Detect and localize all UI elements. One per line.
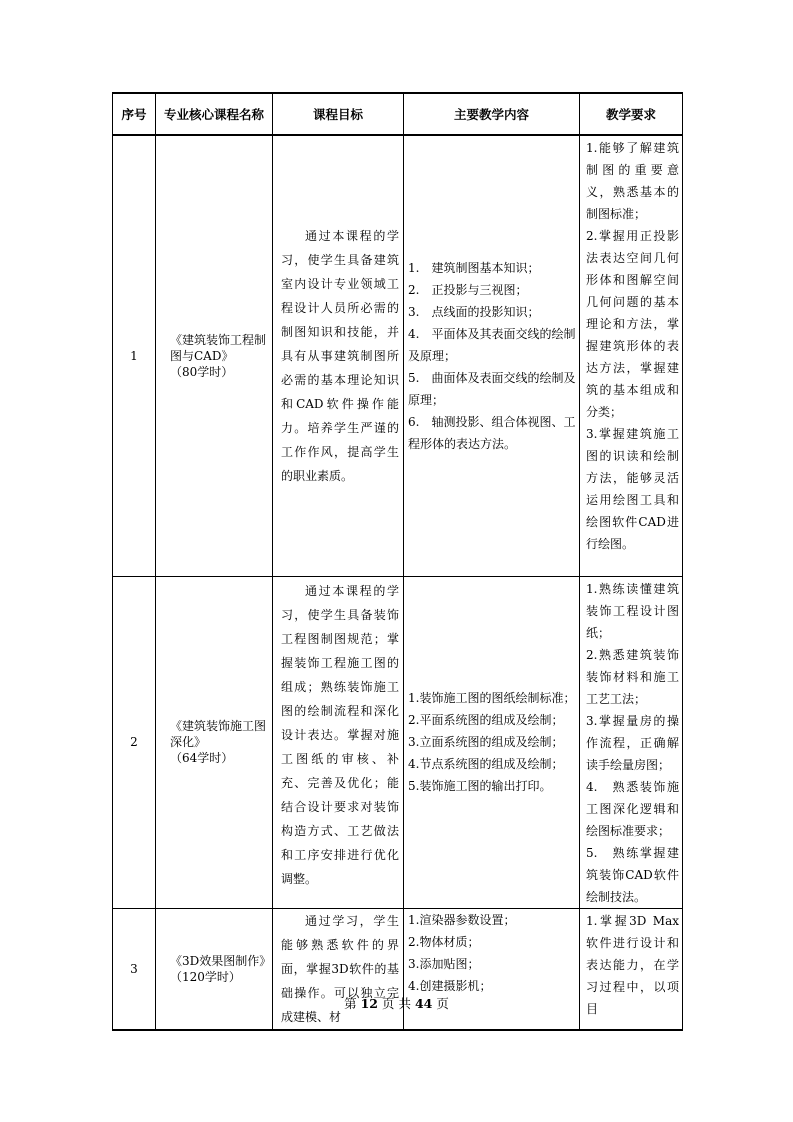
course-hours: （64学时） — [170, 751, 234, 765]
footer-prefix: 第 — [344, 996, 357, 1011]
table-row — [113, 576, 683, 908]
header-course-goal: 课程目标 — [273, 93, 404, 135]
requirement-item: 2.熟悉建筑装饰装饰材料和施工工艺工法； — [586, 647, 679, 706]
requirement-item: 1.熟练读懂建筑装饰工程设计图纸； — [586, 581, 679, 640]
course-title: 《建筑装饰施工图深化》 — [170, 719, 267, 749]
content-item: 1. 建筑制图基本知识； — [408, 260, 540, 275]
footer-middle: 页 共 — [382, 996, 411, 1011]
current-page-number: 12 — [360, 996, 379, 1011]
table-header-row — [113, 93, 683, 135]
content-item: 3.立面系统图的组成及绘制； — [408, 735, 564, 749]
content-item: 4. 平面体及其表面交线的绘制及原理； — [408, 326, 576, 363]
course-name — [156, 135, 273, 576]
header-main-content: 主要教学内容 — [404, 93, 580, 135]
course-hours: （120学时） — [170, 969, 241, 984]
content-item: 1.装饰施工图的图纸绘制标准； — [408, 691, 576, 705]
requirement-item: 3.掌握建筑施工图的识读和绘制方法，能够灵活运用绘图工具和绘图软件CAD进行绘图。 — [586, 427, 679, 551]
course-title: 《建筑装饰工程制图与CAD》 — [170, 332, 267, 363]
content-item: 2.物体材质； — [408, 934, 480, 949]
content-item: 3. 点线面的投影知识； — [408, 304, 540, 319]
header-index: 序号 — [113, 93, 156, 135]
course-goal-text: 通过本课程的学习，使学生具备装饰工程图制图规范；掌握装饰工程施工图的组成；熟练装饰施工图的绘制流程和深化设计表达。掌握对施工图纸的审核、补充、完善及优化；能结合设计要求对装饰构造方式、工艺做法和工序安排进行优化调整。 — [281, 583, 399, 886]
row-number: 1 — [113, 135, 156, 576]
row-number: 2 — [113, 576, 156, 908]
content-item: 4.创建摄影机； — [408, 978, 492, 993]
main-content — [404, 135, 580, 576]
content-item: 4.节点系统图的组成及绘制； — [408, 757, 564, 771]
requirement-item: 3.掌握量房的操作流程，正确解读手绘量房图； — [586, 713, 679, 772]
course-goal — [273, 135, 404, 576]
course-name — [156, 576, 273, 908]
table-row — [113, 135, 683, 576]
content-item: 3.添加贴图； — [408, 956, 480, 971]
teaching-requirements — [580, 576, 683, 908]
main-content — [404, 576, 580, 908]
row-number: 3 — [113, 908, 156, 1030]
content-item: 1.渲染器参数设置； — [408, 912, 516, 927]
content-item: 5.装饰施工图的输出打印。 — [408, 779, 552, 793]
content-item: 5. 曲面体及表面交线的绘制及原理； — [408, 370, 576, 407]
total-page-count: 44 — [414, 996, 433, 1011]
footer-suffix: 页 — [436, 996, 449, 1011]
requirement-item: 2.掌握用正投影法表达空间几何形体和图解空间几何问题的基本理论和方法，掌握建筑形体的表达方法，掌握建筑的基本组成和分类； — [586, 229, 679, 419]
content-item: 6. 轴测投影、组合体视图、工程形体的表达方法。 — [408, 414, 576, 451]
course-goal — [273, 576, 404, 908]
header-teaching-requirements: 教学要求 — [580, 93, 683, 135]
course-title: 《3D效果图制作》 — [170, 953, 272, 968]
course-hours: （80学时） — [170, 364, 234, 379]
requirement-item: 4. 熟悉装饰施工图深化逻辑和绘图标准要求； — [586, 779, 679, 838]
content-item: 2. 正投影与三视图； — [408, 282, 528, 297]
requirement-item: 1.掌握3D Max软件进行设计和表达能力，在学习过程中，以项目 — [586, 913, 679, 1016]
requirement-item: 5. 熟练掌握建筑装饰CAD软件绘制技法。 — [586, 845, 679, 904]
course-table — [112, 92, 683, 1031]
header-course-name: 专业核心课程名称 — [156, 93, 273, 135]
course-goal-text: 通过本课程的学习，使学生具备建筑室内设计专业领域工程设计人员所必需的制图知识和技能，并具有从事建筑制图所必需的基本理论知识和CAD软件操作能力。培养学生严谨的工作作风，提高学生的职业素质。 — [281, 228, 399, 483]
page-footer — [0, 994, 793, 1012]
content-item: 2.平面系统图的组成及绘制； — [408, 713, 564, 727]
course-goal-text: 通过学习，学生能够熟悉软件的界面，掌握3D软件的基础操作。可以独立完成建模、材 — [281, 913, 399, 1024]
teaching-requirements — [580, 135, 683, 576]
requirement-item: 1.能够了解建筑制图的重要意义，熟悉基本的制图标准； — [586, 141, 679, 221]
